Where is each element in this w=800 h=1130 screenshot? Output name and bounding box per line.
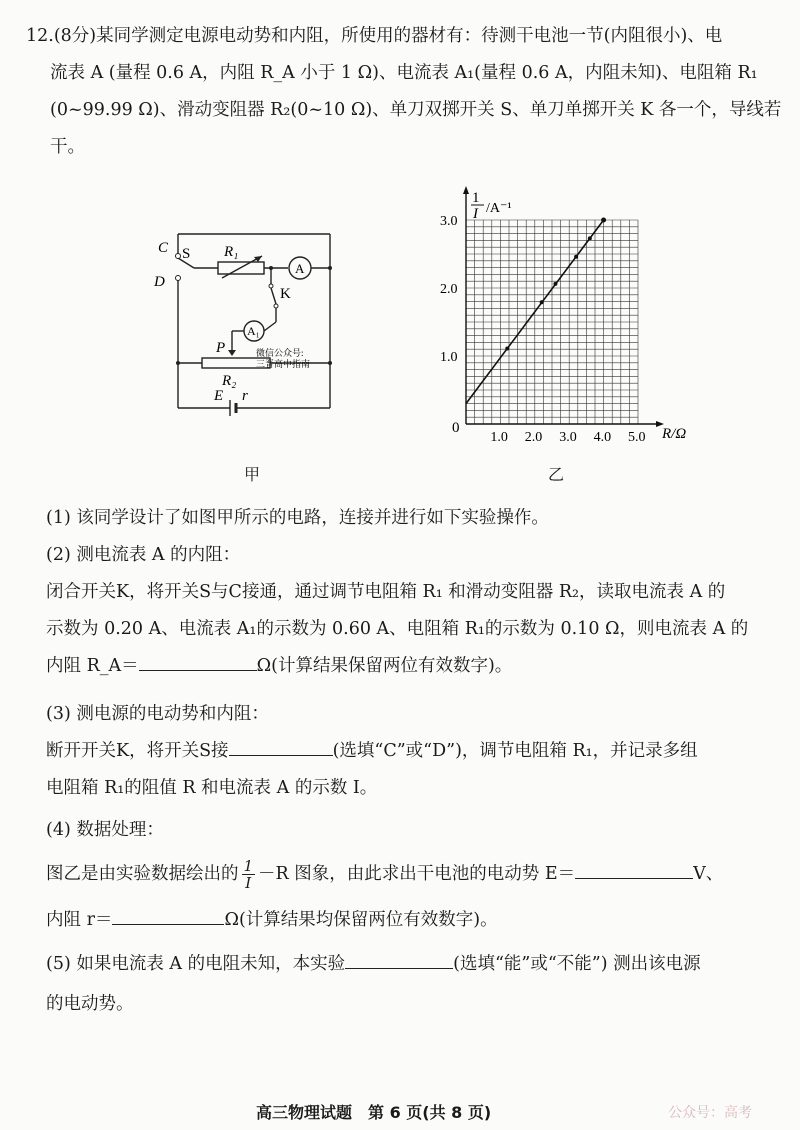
part-5-suffix: (选填“能”或“不能”) 测出该电源 xyxy=(453,954,701,974)
label-R2: R₂ xyxy=(222,373,237,389)
x-tick-label: 3.0 xyxy=(559,430,577,444)
answer-blank-possible[interactable] xyxy=(345,950,453,969)
part-5-line-b: 的电动势。 xyxy=(46,994,134,1014)
part-4b-prefix: 内阻 r＝ xyxy=(46,910,113,930)
label-r: r xyxy=(242,388,248,404)
label-K: K xyxy=(280,286,291,302)
label-C: C xyxy=(158,240,169,256)
x-tick-label: 5.0 xyxy=(628,430,646,444)
circuit-diagram xyxy=(150,228,340,418)
label-P: P xyxy=(216,340,226,356)
label-R1: R₁ xyxy=(224,244,239,260)
origin-label: 0 xyxy=(452,420,460,436)
part-4-mid: －R 图象，由此求出干电池的电动势 E＝ xyxy=(258,864,576,884)
watermark-line-1: 微信公众号: xyxy=(256,348,304,358)
graph-1-over-i-vs-r xyxy=(440,182,710,444)
label-A: A xyxy=(295,261,305,276)
part-3-suffix: (选填“C”或“D”)，调节电阻箱 R₁，并记录多组 xyxy=(332,741,698,761)
data-point xyxy=(540,300,544,304)
label-E: E xyxy=(214,388,224,404)
label-A1: A₁ xyxy=(247,324,260,338)
page-footer: 高三物理试题 第 6 页(共 8 页) xyxy=(256,1103,492,1122)
part-4-line-b xyxy=(46,906,498,931)
part-2-prefix: 内阻 R_A＝ xyxy=(46,656,139,676)
part-4-heading: (4) 数据处理： xyxy=(46,820,164,840)
label-D: D xyxy=(154,274,165,290)
figure-a-caption: 甲 xyxy=(244,465,261,484)
y-label-numerator: 1 xyxy=(472,190,480,206)
data-point xyxy=(553,282,557,286)
part-3-line-b: 电阻箱 R₁的阻值 R 和电流表 A 的示数 I。 xyxy=(46,778,378,798)
part-3-line-a xyxy=(46,737,698,762)
footer-watermark: 公众号：高考 xyxy=(668,1105,752,1121)
part-4-line-a xyxy=(46,858,723,891)
data-point xyxy=(601,218,606,223)
part-2-line-a: 闭合开关K，将开关S与C接通，通过调节电阻箱 R₁ 和滑动变阻器 R₂，读取电流表 A 的 xyxy=(46,582,726,602)
part-2-line-b: 示数为 0.20 A、电流表 A₁的示数为 0.60 A、电阻箱 R₁的示数为 0.10 Ω，则电流表 A 的 xyxy=(46,619,749,639)
x-tick-label: 2.0 xyxy=(524,430,543,444)
question-line-3: (0~99.99 Ω)、滑动变阻器 R₂(0~10 Ω)、单刀双掷开关 S、单刀单掷开关 K 各一个，导线若 xyxy=(50,100,782,120)
question-line-1: 12.(8分)某同学测定电源电动势和内阻，所使用的器材有：待测干电池一节(内阻很小)、电 xyxy=(26,26,723,46)
x-tick-label: 4.0 xyxy=(593,430,612,444)
part-4-prefix: 图乙是由实验数据绘出的 xyxy=(46,864,239,884)
part-2-line-c xyxy=(46,652,512,677)
x-axis-label: R/Ω xyxy=(662,426,687,442)
y-tick-label: 2.0 xyxy=(440,282,458,297)
data-point xyxy=(588,236,592,240)
answer-blank-switch[interactable] xyxy=(229,737,333,756)
part-5-line-a xyxy=(46,950,701,975)
figure-b-caption: 乙 xyxy=(548,465,565,484)
part-4b-suffix: Ω(计算结果均保留两位有效数字)。 xyxy=(224,910,498,930)
question-line-4: 干。 xyxy=(50,137,85,157)
y-tick-label: 1.0 xyxy=(440,350,458,365)
question-line-2: 流表 A (量程 0.6 A，内阻 R_A 小于 1 Ω)、电流表 A₁(量程 0.6 A，内阻未知)、电阻箱 R₁ xyxy=(50,63,758,83)
part-2-suffix: Ω(计算结果保留两位有效数字)。 xyxy=(256,656,513,676)
label-S: S xyxy=(182,246,191,262)
part-3-prefix: 断开开关K，将开关S接 xyxy=(46,741,229,761)
x-tick-label: 1.0 xyxy=(490,430,508,444)
y-label-denominator: I xyxy=(473,206,478,222)
y-tick-label: 3.0 xyxy=(440,214,458,229)
y-axis-arrow xyxy=(463,186,469,194)
data-point xyxy=(505,347,509,351)
answer-blank-ra[interactable] xyxy=(139,652,257,671)
part-3-heading: (3) 测电源的电动势和内阻： xyxy=(46,704,269,724)
y-unit-label: /A⁻¹ xyxy=(486,201,512,216)
part-4-suffix: V、 xyxy=(693,864,724,884)
part-1: (1) 该同学设计了如图甲所示的电路，连接并进行如下实验操作。 xyxy=(46,508,549,528)
answer-blank-resistance[interactable] xyxy=(112,906,224,925)
part-2-heading: (2) 测电流表 A 的内阻： xyxy=(46,545,241,565)
data-point xyxy=(574,255,578,259)
part-5-prefix: (5) 如果电流表 A 的电阻未知，本实验 xyxy=(46,954,346,974)
fraction-1-over-i: $\frac{1}{I}$ xyxy=(243,857,254,892)
answer-blank-emf[interactable] xyxy=(575,860,693,879)
watermark-line-2: 三晋高中指南 xyxy=(256,359,311,369)
